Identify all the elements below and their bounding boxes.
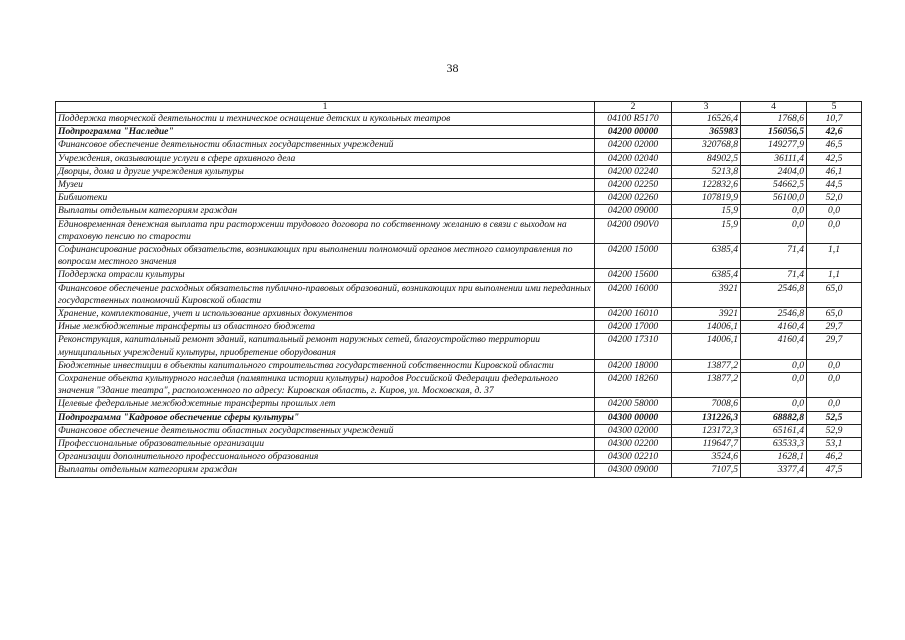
row-value-col3: 15,9 bbox=[672, 205, 741, 218]
row-code-cell: 04200 02040 bbox=[595, 152, 672, 165]
row-value-col4: 149277,9 bbox=[741, 139, 807, 152]
table-row bbox=[56, 424, 862, 437]
row-value-col5: 47,5 bbox=[807, 464, 862, 477]
page-number: 38 bbox=[446, 61, 459, 75]
table-row bbox=[56, 411, 862, 424]
row-value-col3: 320768,8 bbox=[672, 139, 741, 152]
row-value-col3: 84902,5 bbox=[672, 152, 741, 165]
row-code-cell: 04200 15000 bbox=[595, 244, 672, 269]
row-name-cell: Поддержка творческой деятельности и техническое оснащение детских и кукольных театров bbox=[56, 113, 595, 126]
table-row bbox=[56, 282, 862, 307]
row-code-cell: 04300 00000 bbox=[595, 411, 672, 424]
row-value-col3: 16526,4 bbox=[672, 113, 741, 126]
row-value-col3: 122832,6 bbox=[672, 179, 741, 192]
row-value-col3: 14006,1 bbox=[672, 334, 741, 359]
row-value-col5: 0,0 bbox=[807, 398, 862, 411]
row-code-cell: 04300 09000 bbox=[595, 464, 672, 477]
row-code-cell: 04200 16010 bbox=[595, 308, 672, 321]
row-name-cell: Библиотеки bbox=[56, 192, 595, 205]
header-cell-3: 3 bbox=[672, 102, 741, 113]
table-row bbox=[56, 113, 862, 126]
row-value-col3: 365983 bbox=[672, 126, 741, 139]
row-value-col5: 52,0 bbox=[807, 192, 862, 205]
row-code-cell: 04300 02000 bbox=[595, 424, 672, 437]
row-value-col4: 2546,8 bbox=[741, 282, 807, 307]
table-row bbox=[56, 126, 862, 139]
row-code-cell: 04200 18000 bbox=[595, 359, 672, 372]
row-name-cell: Учреждения, оказывающие услуги в сфере архивного дела bbox=[56, 152, 595, 165]
row-name-cell: Бюджетные инвестиции в объекты капитального строительства государственной собственности Кировской области bbox=[56, 359, 595, 372]
row-name-cell: Финансовое обеспечение деятельности областных государственных учреждений bbox=[56, 424, 595, 437]
header-cell-5: 5 bbox=[807, 102, 862, 113]
row-value-col5: 65,0 bbox=[807, 282, 862, 307]
row-name-cell: Финансовое обеспечение деятельности областных государственных учреждений bbox=[56, 139, 595, 152]
row-name-cell: Выплаты отдельным категориям граждан bbox=[56, 205, 595, 218]
row-name-cell: Поддержка отрасли культуры bbox=[56, 269, 595, 282]
table-row bbox=[56, 438, 862, 451]
row-value-col3: 13877,2 bbox=[672, 373, 741, 398]
row-name-cell: Музеи bbox=[56, 179, 595, 192]
row-value-col5: 0,0 bbox=[807, 205, 862, 218]
row-value-col3: 3524,6 bbox=[672, 451, 741, 464]
row-name-cell: Финансовое обеспечение расходных обязательств публично-правовых образований, возникающих при выполнении ими переданных государственных полномочий Кировской области bbox=[56, 282, 595, 307]
row-value-col3: 131226,3 bbox=[672, 411, 741, 424]
header-cell-1: 1 bbox=[56, 102, 595, 113]
row-value-col5: 44,5 bbox=[807, 179, 862, 192]
row-value-col3: 119647,7 bbox=[672, 438, 741, 451]
row-code-cell: 04200 02250 bbox=[595, 179, 672, 192]
row-code-cell: 04200 02260 bbox=[595, 192, 672, 205]
row-value-col5: 53,1 bbox=[807, 438, 862, 451]
row-code-cell: 04200 090V0 bbox=[595, 218, 672, 243]
row-code-cell: 04100 R5170 bbox=[595, 113, 672, 126]
row-value-col4: 3377,4 bbox=[741, 464, 807, 477]
row-value-col4: 4160,4 bbox=[741, 334, 807, 359]
row-value-col4: 68882,8 bbox=[741, 411, 807, 424]
table-row bbox=[56, 244, 862, 269]
row-value-col4: 0,0 bbox=[741, 359, 807, 372]
row-value-col5: 10,7 bbox=[807, 113, 862, 126]
row-value-col5: 1,1 bbox=[807, 269, 862, 282]
table-row bbox=[56, 398, 862, 411]
row-value-col4: 2546,8 bbox=[741, 308, 807, 321]
row-value-col3: 5213,8 bbox=[672, 165, 741, 178]
table-row bbox=[56, 373, 862, 398]
row-name-cell: Выплаты отдельным категориям граждан bbox=[56, 464, 595, 477]
row-name-cell: Подпрограмма "Кадровое обеспечение сферы культуры" bbox=[56, 411, 595, 424]
row-value-col5: 52,9 bbox=[807, 424, 862, 437]
row-value-col3: 6385,4 bbox=[672, 244, 741, 269]
table-row bbox=[56, 205, 862, 218]
row-value-col3: 3921 bbox=[672, 308, 741, 321]
row-value-col3: 7008,6 bbox=[672, 398, 741, 411]
row-value-col3: 6385,4 bbox=[672, 269, 741, 282]
row-name-cell: Реконструкция, капитальный ремонт зданий, капитальный ремонт наружных сетей, благоустройство территории муниципальных учреждений культуры, приобретение оборудования bbox=[56, 334, 595, 359]
row-value-col5: 0,0 bbox=[807, 218, 862, 243]
table-row bbox=[56, 321, 862, 334]
row-value-col4: 1768,6 bbox=[741, 113, 807, 126]
row-code-cell: 04200 00000 bbox=[595, 126, 672, 139]
row-name-cell: Хранение, комплектование, учет и использование архивных документов bbox=[56, 308, 595, 321]
table-row bbox=[56, 165, 862, 178]
row-value-col4: 0,0 bbox=[741, 373, 807, 398]
row-value-col3: 3921 bbox=[672, 282, 741, 307]
row-value-col5: 29,7 bbox=[807, 321, 862, 334]
row-value-col5: 29,7 bbox=[807, 334, 862, 359]
row-code-cell: 04200 15600 bbox=[595, 269, 672, 282]
row-value-col5: 52,5 bbox=[807, 411, 862, 424]
row-name-cell: Целевые федеральные межбюджетные трансферты прошлых лет bbox=[56, 398, 595, 411]
row-value-col4: 0,0 bbox=[741, 218, 807, 243]
row-value-col5: 46,1 bbox=[807, 165, 862, 178]
row-name-cell: Единовременная денежная выплата при расторжении трудового договора по собственному желанию в связи с выходом на страховую пенсию по старости bbox=[56, 218, 595, 243]
header-cell-4: 4 bbox=[741, 102, 807, 113]
row-value-col4: 71,4 bbox=[741, 269, 807, 282]
table-row bbox=[56, 269, 862, 282]
table-row bbox=[56, 139, 862, 152]
row-value-col3: 7107,5 bbox=[672, 464, 741, 477]
row-value-col4: 2404,0 bbox=[741, 165, 807, 178]
row-code-cell: 04200 18260 bbox=[595, 373, 672, 398]
row-code-cell: 04200 09000 bbox=[595, 205, 672, 218]
row-name-cell: Подпрограмма "Наследие" bbox=[56, 126, 595, 139]
table-row bbox=[56, 179, 862, 192]
row-code-cell: 04200 17310 bbox=[595, 334, 672, 359]
row-value-col4: 65161,4 bbox=[741, 424, 807, 437]
row-name-cell: Сохранение объекта культурного наследия (памятника истории культуры) народов Российской Федерации федерального значения "Здание театра", расположенного по адресу: Кировская область, г. Киров, ул. Московская, д. 37 bbox=[56, 373, 595, 398]
table-row bbox=[56, 334, 862, 359]
row-code-cell: 04200 02000 bbox=[595, 139, 672, 152]
row-value-col4: 156056,5 bbox=[741, 126, 807, 139]
row-name-cell: Дворцы, дома и другие учреждения культуры bbox=[56, 165, 595, 178]
row-value-col3: 15,9 bbox=[672, 218, 741, 243]
row-value-col5: 0,0 bbox=[807, 359, 862, 372]
row-value-col3: 13877,2 bbox=[672, 359, 741, 372]
header-cell-2: 2 bbox=[595, 102, 672, 113]
row-code-cell: 04200 58000 bbox=[595, 398, 672, 411]
row-value-col5: 46,2 bbox=[807, 451, 862, 464]
row-value-col4: 63533,3 bbox=[741, 438, 807, 451]
row-code-cell: 04200 16000 bbox=[595, 282, 672, 307]
row-value-col4: 56100,0 bbox=[741, 192, 807, 205]
budget-table bbox=[55, 101, 862, 478]
row-value-col3: 123172,3 bbox=[672, 424, 741, 437]
row-value-col4: 1628,1 bbox=[741, 451, 807, 464]
row-value-col4: 4160,4 bbox=[741, 321, 807, 334]
table-row bbox=[56, 359, 862, 372]
table-row bbox=[56, 451, 862, 464]
header-row bbox=[56, 102, 862, 113]
row-name-cell: Организации дополнительного профессионального образования bbox=[56, 451, 595, 464]
row-value-col5: 42,6 bbox=[807, 126, 862, 139]
row-code-cell: 04200 02240 bbox=[595, 165, 672, 178]
row-name-cell: Иные межбюджетные трансферты из областного бюджета bbox=[56, 321, 595, 334]
row-value-col4: 54662,5 bbox=[741, 179, 807, 192]
table-row bbox=[56, 308, 862, 321]
row-value-col5: 0,0 bbox=[807, 373, 862, 398]
row-value-col4: 0,0 bbox=[741, 205, 807, 218]
row-value-col5: 65,0 bbox=[807, 308, 862, 321]
row-value-col5: 46,5 bbox=[807, 139, 862, 152]
table-row bbox=[56, 152, 862, 165]
table-row bbox=[56, 464, 862, 477]
row-value-col5: 1,1 bbox=[807, 244, 862, 269]
row-value-col4: 0,0 bbox=[741, 398, 807, 411]
row-value-col4: 71,4 bbox=[741, 244, 807, 269]
table-row bbox=[56, 192, 862, 205]
row-name-cell: Софинансирование расходных обязательств, возникающих при выполнении полномочий органов местного самоуправления по вопросам местного значения bbox=[56, 244, 595, 269]
row-value-col5: 42,5 bbox=[807, 152, 862, 165]
row-code-cell: 04300 02210 bbox=[595, 451, 672, 464]
row-name-cell: Профессиональные образовательные организации bbox=[56, 438, 595, 451]
row-code-cell: 04200 17000 bbox=[595, 321, 672, 334]
row-value-col3: 107819,9 bbox=[672, 192, 741, 205]
row-value-col3: 14006,1 bbox=[672, 321, 741, 334]
row-code-cell: 04300 02200 bbox=[595, 438, 672, 451]
row-value-col4: 36111,4 bbox=[741, 152, 807, 165]
table-row bbox=[56, 218, 862, 243]
